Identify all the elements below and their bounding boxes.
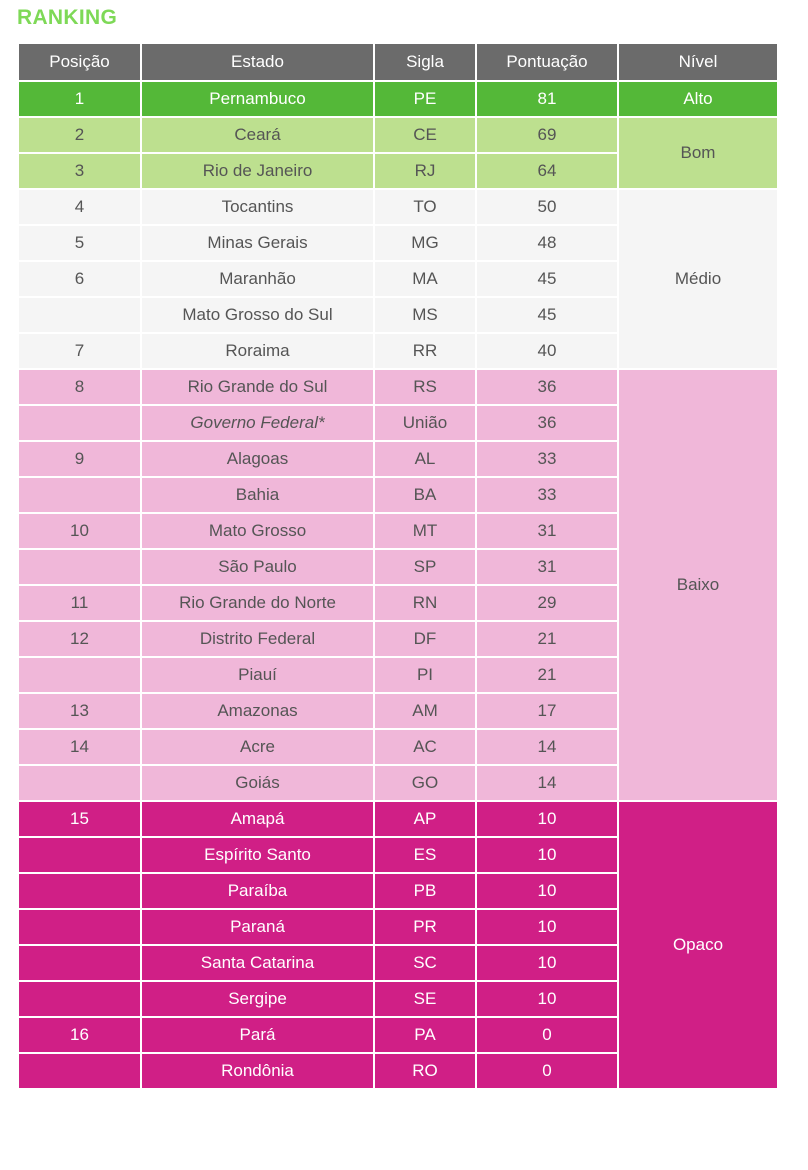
cell-posicao (18, 765, 141, 801)
table-row (18, 117, 778, 153)
cell-sigla: AM (374, 693, 476, 729)
cell-posicao: 15 (18, 801, 141, 837)
cell-posicao: 11 (18, 585, 141, 621)
cell-estado: Pernambuco (141, 81, 374, 117)
cell-sigla: TO (374, 189, 476, 225)
cell-pontuacao: 36 (476, 405, 618, 441)
cell-pontuacao: 14 (476, 729, 618, 765)
header-posicao: Posição (18, 43, 141, 81)
cell-pontuacao: 29 (476, 585, 618, 621)
cell-sigla: RS (374, 369, 476, 405)
cell-posicao (18, 405, 141, 441)
table-row (18, 801, 778, 837)
cell-estado: Acre (141, 729, 374, 765)
cell-sigla: PR (374, 909, 476, 945)
cell-sigla: MS (374, 297, 476, 333)
cell-pontuacao: 69 (476, 117, 618, 153)
cell-estado: Amapá (141, 801, 374, 837)
header-pontuacao: Pontuação (476, 43, 618, 81)
cell-sigla: AP (374, 801, 476, 837)
cell-posicao (18, 549, 141, 585)
cell-sigla: RN (374, 585, 476, 621)
cell-posicao (18, 477, 141, 513)
cell-pontuacao: 17 (476, 693, 618, 729)
cell-pontuacao: 10 (476, 981, 618, 1017)
cell-posicao (18, 657, 141, 693)
cell-sigla: DF (374, 621, 476, 657)
level-baixo: Baixo (618, 369, 778, 801)
cell-pontuacao: 21 (476, 657, 618, 693)
cell-pontuacao: 48 (476, 225, 618, 261)
cell-sigla: RJ (374, 153, 476, 189)
cell-estado: Rio de Janeiro (141, 153, 374, 189)
cell-estado: Mato Grosso (141, 513, 374, 549)
cell-pontuacao: 31 (476, 513, 618, 549)
cell-posicao: 4 (18, 189, 141, 225)
cell-posicao (18, 297, 141, 333)
cell-estado: Amazonas (141, 693, 374, 729)
cell-sigla: AC (374, 729, 476, 765)
cell-estado: Maranhão (141, 261, 374, 297)
page-title: RANKING (17, 6, 118, 29)
cell-pontuacao: 64 (476, 153, 618, 189)
cell-pontuacao: 45 (476, 261, 618, 297)
cell-posicao (18, 837, 141, 873)
cell-posicao: 9 (18, 441, 141, 477)
cell-pontuacao: 50 (476, 189, 618, 225)
cell-sigla: PA (374, 1017, 476, 1053)
cell-posicao: 5 (18, 225, 141, 261)
cell-pontuacao: 31 (476, 549, 618, 585)
cell-estado: Paraíba (141, 873, 374, 909)
cell-posicao (18, 981, 141, 1017)
table-row (18, 189, 778, 225)
cell-posicao: 14 (18, 729, 141, 765)
table-row (18, 81, 778, 117)
cell-estado: Bahia (141, 477, 374, 513)
cell-estado: Pará (141, 1017, 374, 1053)
cell-sigla: BA (374, 477, 476, 513)
cell-estado: Rondônia (141, 1053, 374, 1089)
cell-posicao: 13 (18, 693, 141, 729)
cell-pontuacao: 0 (476, 1017, 618, 1053)
table-header-row (18, 43, 778, 81)
cell-estado: Piauí (141, 657, 374, 693)
cell-sigla: RR (374, 333, 476, 369)
cell-posicao (18, 873, 141, 909)
cell-posicao: 3 (18, 153, 141, 189)
cell-posicao (18, 945, 141, 981)
cell-sigla: AL (374, 441, 476, 477)
table-row (18, 369, 778, 405)
cell-pontuacao: 10 (476, 909, 618, 945)
cell-posicao: 1 (18, 81, 141, 117)
cell-pontuacao: 21 (476, 621, 618, 657)
cell-pontuacao: 14 (476, 765, 618, 801)
cell-estado: Espírito Santo (141, 837, 374, 873)
cell-sigla: SE (374, 981, 476, 1017)
cell-posicao: 12 (18, 621, 141, 657)
cell-pontuacao: 45 (476, 297, 618, 333)
cell-pontuacao: 0 (476, 1053, 618, 1089)
cell-pontuacao: 10 (476, 873, 618, 909)
cell-estado: Minas Gerais (141, 225, 374, 261)
cell-posicao: 2 (18, 117, 141, 153)
cell-estado: Roraima (141, 333, 374, 369)
level-alto: Alto (618, 81, 778, 117)
cell-estado: Paraná (141, 909, 374, 945)
cell-sigla: MG (374, 225, 476, 261)
cell-sigla: MA (374, 261, 476, 297)
cell-estado: Rio Grande do Sul (141, 369, 374, 405)
cell-sigla: SC (374, 945, 476, 981)
cell-sigla: PI (374, 657, 476, 693)
cell-pontuacao: 33 (476, 441, 618, 477)
cell-sigla: ES (374, 837, 476, 873)
cell-sigla: MT (374, 513, 476, 549)
cell-pontuacao: 10 (476, 837, 618, 873)
cell-pontuacao: 33 (476, 477, 618, 513)
cell-estado: Governo Federal* (141, 405, 374, 441)
header-estado: Estado (141, 43, 374, 81)
cell-sigla: CE (374, 117, 476, 153)
cell-sigla: RO (374, 1053, 476, 1089)
cell-pontuacao: 81 (476, 81, 618, 117)
cell-posicao: 10 (18, 513, 141, 549)
cell-posicao: 16 (18, 1017, 141, 1053)
level-medio: Médio (618, 189, 778, 369)
cell-sigla: PB (374, 873, 476, 909)
cell-pontuacao: 10 (476, 945, 618, 981)
cell-estado: Santa Catarina (141, 945, 374, 981)
cell-sigla: União (374, 405, 476, 441)
cell-estado: Rio Grande do Norte (141, 585, 374, 621)
cell-estado: Tocantins (141, 189, 374, 225)
ranking-table (17, 42, 779, 1090)
header-sigla: Sigla (374, 43, 476, 81)
cell-estado: Sergipe (141, 981, 374, 1017)
header-nivel: Nível (618, 43, 778, 81)
cell-posicao: 8 (18, 369, 141, 405)
cell-sigla: PE (374, 81, 476, 117)
cell-estado: Alagoas (141, 441, 374, 477)
cell-estado: Mato Grosso do Sul (141, 297, 374, 333)
cell-estado: Distrito Federal (141, 621, 374, 657)
cell-sigla: SP (374, 549, 476, 585)
level-bom: Bom (618, 117, 778, 189)
cell-posicao (18, 909, 141, 945)
cell-pontuacao: 40 (476, 333, 618, 369)
cell-estado: Goiás (141, 765, 374, 801)
cell-estado: São Paulo (141, 549, 374, 585)
cell-pontuacao: 36 (476, 369, 618, 405)
cell-pontuacao: 10 (476, 801, 618, 837)
level-opaco: Opaco (618, 801, 778, 1089)
cell-sigla: GO (374, 765, 476, 801)
cell-posicao: 7 (18, 333, 141, 369)
cell-estado: Ceará (141, 117, 374, 153)
cell-posicao: 6 (18, 261, 141, 297)
cell-posicao (18, 1053, 141, 1089)
